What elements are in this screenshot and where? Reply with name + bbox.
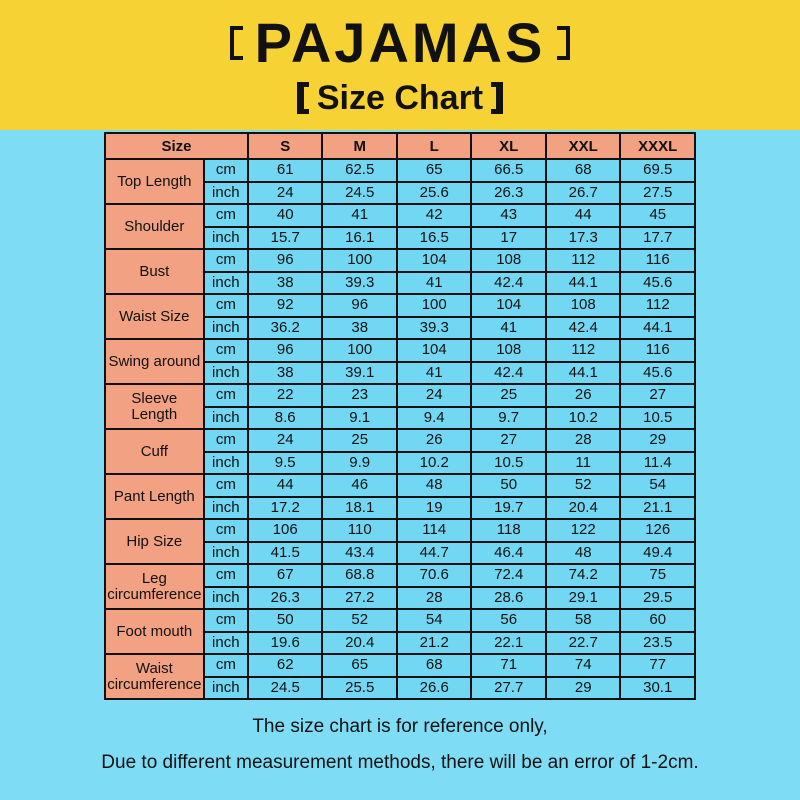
value-cell: 38 — [322, 317, 397, 340]
unit-cell: cm — [204, 204, 248, 227]
unit-cell: inch — [204, 542, 248, 565]
value-cell: 28 — [397, 587, 472, 610]
page-subtitle — [297, 81, 503, 115]
value-cell: 27 — [620, 384, 695, 407]
measurement-label: Shoulder — [105, 204, 204, 249]
size-column-header: XL — [471, 133, 546, 159]
value-cell: 17 — [471, 227, 546, 250]
value-cell: 26 — [397, 429, 472, 452]
value-cell: 69.5 — [620, 159, 695, 182]
value-cell: 24 — [248, 182, 323, 205]
measurement-label: Hip Size — [105, 519, 204, 564]
value-cell: 48 — [397, 474, 472, 497]
value-cell: 68 — [397, 654, 472, 677]
value-cell: 56 — [471, 609, 546, 632]
unit-cell: cm — [204, 294, 248, 317]
value-cell: 23 — [322, 384, 397, 407]
value-cell: 43.4 — [322, 542, 397, 565]
value-cell: 16.5 — [397, 227, 472, 250]
value-cell: 122 — [546, 519, 621, 542]
value-cell: 49.4 — [620, 542, 695, 565]
unit-cell: inch — [204, 452, 248, 475]
value-cell: 24 — [248, 429, 323, 452]
left-bracket-icon — [297, 82, 309, 114]
unit-cell: cm — [204, 609, 248, 632]
size-column-header: XXL — [546, 133, 621, 159]
size-header-cell: Size — [105, 133, 248, 159]
table-row — [105, 474, 695, 497]
measurement-label: Sleeve Length — [105, 384, 204, 429]
value-cell: 42.4 — [471, 362, 546, 385]
value-cell: 45.6 — [620, 362, 695, 385]
value-cell: 62 — [248, 654, 323, 677]
footer-line-2: Due to different measurement methods, there will be an error of 1-2cm. — [101, 752, 699, 773]
value-cell: 54 — [620, 474, 695, 497]
value-cell: 17.2 — [248, 497, 323, 520]
value-cell: 43 — [471, 204, 546, 227]
value-cell: 30.1 — [620, 677, 695, 700]
unit-cell: inch — [204, 632, 248, 655]
measurement-label: Swing around — [105, 339, 204, 384]
value-cell: 75 — [620, 564, 695, 587]
value-cell: 74 — [546, 654, 621, 677]
page-title-text: PAJAMAS — [254, 11, 546, 74]
value-cell: 104 — [397, 339, 472, 362]
value-cell: 11 — [546, 452, 621, 475]
value-cell: 15.7 — [248, 227, 323, 250]
unit-cell: inch — [204, 677, 248, 700]
size-table — [104, 132, 696, 700]
measurement-label: Leg circumference — [105, 564, 204, 609]
value-cell: 44.1 — [546, 362, 621, 385]
unit-cell: cm — [204, 474, 248, 497]
measurement-label: Pant Length — [105, 474, 204, 519]
value-cell: 96 — [322, 294, 397, 317]
value-cell: 21.1 — [620, 497, 695, 520]
table-row — [105, 384, 695, 407]
value-cell: 38 — [248, 272, 323, 295]
value-cell: 22.7 — [546, 632, 621, 655]
measurement-label: Waist Size — [105, 294, 204, 339]
footer-note — [0, 717, 800, 772]
measurement-label: Top Length — [105, 159, 204, 204]
value-cell: 42.4 — [546, 317, 621, 340]
value-cell: 50 — [248, 609, 323, 632]
value-cell: 25 — [322, 429, 397, 452]
value-cell: 29.5 — [620, 587, 695, 610]
table-row — [105, 159, 695, 182]
value-cell: 19.6 — [248, 632, 323, 655]
value-cell: 29 — [546, 677, 621, 700]
value-cell: 24.5 — [248, 677, 323, 700]
value-cell: 26 — [546, 384, 621, 407]
value-cell: 41 — [397, 362, 472, 385]
value-cell: 28 — [546, 429, 621, 452]
value-cell: 38 — [248, 362, 323, 385]
table-row — [105, 294, 695, 317]
footer-line-1: The size chart is for reference only, — [252, 716, 548, 737]
value-cell: 26.3 — [248, 587, 323, 610]
value-cell: 26.6 — [397, 677, 472, 700]
value-cell: 41 — [397, 272, 472, 295]
value-cell: 41.5 — [248, 542, 323, 565]
unit-cell: cm — [204, 564, 248, 587]
value-cell: 29.1 — [546, 587, 621, 610]
page-title — [230, 11, 571, 74]
page-subtitle-text: Size Chart — [316, 79, 484, 117]
value-cell: 62.5 — [322, 159, 397, 182]
value-cell: 100 — [322, 339, 397, 362]
value-cell: 48 — [546, 542, 621, 565]
value-cell: 26.7 — [546, 182, 621, 205]
table-row — [105, 339, 695, 362]
value-cell: 19.7 — [471, 497, 546, 520]
size-column-header: S — [248, 133, 323, 159]
unit-cell: inch — [204, 587, 248, 610]
value-cell: 100 — [322, 249, 397, 272]
value-cell: 65 — [322, 654, 397, 677]
unit-cell: cm — [204, 429, 248, 452]
value-cell: 77 — [620, 654, 695, 677]
measurement-label: Bust — [105, 249, 204, 294]
value-cell: 108 — [546, 294, 621, 317]
value-cell: 25.5 — [322, 677, 397, 700]
table-row — [105, 429, 695, 452]
value-cell: 104 — [397, 249, 472, 272]
unit-cell: inch — [204, 182, 248, 205]
unit-cell: inch — [204, 227, 248, 250]
size-column-header: L — [397, 133, 472, 159]
value-cell: 92 — [248, 294, 323, 317]
measurement-label: Foot mouth — [105, 609, 204, 654]
value-cell: 27.2 — [322, 587, 397, 610]
value-cell: 60 — [620, 609, 695, 632]
value-cell: 42.4 — [471, 272, 546, 295]
value-cell: 96 — [248, 249, 323, 272]
value-cell: 9.4 — [397, 407, 472, 430]
value-cell: 24.5 — [322, 182, 397, 205]
value-cell: 29 — [620, 429, 695, 452]
right-bracket-icon — [491, 82, 503, 114]
left-bracket-icon — [230, 26, 243, 60]
table-row — [105, 609, 695, 632]
value-cell: 41 — [471, 317, 546, 340]
table-row — [105, 249, 695, 272]
value-cell: 36.2 — [248, 317, 323, 340]
value-cell: 42 — [397, 204, 472, 227]
right-bracket-icon — [557, 26, 570, 60]
table-row — [105, 654, 695, 677]
value-cell: 39.3 — [322, 272, 397, 295]
unit-cell: cm — [204, 339, 248, 362]
value-cell: 19 — [397, 497, 472, 520]
value-cell: 21.2 — [397, 632, 472, 655]
value-cell: 118 — [471, 519, 546, 542]
value-cell: 16.1 — [322, 227, 397, 250]
value-cell: 52 — [546, 474, 621, 497]
value-cell: 44.7 — [397, 542, 472, 565]
value-cell: 108 — [471, 249, 546, 272]
value-cell: 39.3 — [397, 317, 472, 340]
value-cell: 9.1 — [322, 407, 397, 430]
value-cell: 20.4 — [546, 497, 621, 520]
measurement-label: Waist circumference — [105, 654, 204, 699]
value-cell: 22 — [248, 384, 323, 407]
table-row — [105, 519, 695, 542]
table-header-row — [105, 133, 695, 159]
value-cell: 110 — [322, 519, 397, 542]
value-cell: 46.4 — [471, 542, 546, 565]
value-cell: 104 — [471, 294, 546, 317]
value-cell: 126 — [620, 519, 695, 542]
value-cell: 27 — [471, 429, 546, 452]
value-cell: 108 — [471, 339, 546, 362]
value-cell: 10.5 — [471, 452, 546, 475]
value-cell: 68.8 — [322, 564, 397, 587]
value-cell: 54 — [397, 609, 472, 632]
value-cell: 10.2 — [546, 407, 621, 430]
value-cell: 8.6 — [248, 407, 323, 430]
value-cell: 74.2 — [546, 564, 621, 587]
value-cell: 67 — [248, 564, 323, 587]
value-cell: 112 — [620, 294, 695, 317]
measurement-label: Cuff — [105, 429, 204, 474]
value-cell: 112 — [546, 339, 621, 362]
value-cell: 44.1 — [620, 317, 695, 340]
value-cell: 116 — [620, 339, 695, 362]
value-cell: 45 — [620, 204, 695, 227]
value-cell: 9.9 — [322, 452, 397, 475]
value-cell: 46 — [322, 474, 397, 497]
unit-cell: cm — [204, 249, 248, 272]
value-cell: 17.3 — [546, 227, 621, 250]
value-cell: 58 — [546, 609, 621, 632]
size-column-header: M — [322, 133, 397, 159]
value-cell: 17.7 — [620, 227, 695, 250]
unit-cell: cm — [204, 159, 248, 182]
value-cell: 44.1 — [546, 272, 621, 295]
size-column-header: XXXL — [620, 133, 695, 159]
value-cell: 23.5 — [620, 632, 695, 655]
value-cell: 39.1 — [322, 362, 397, 385]
value-cell: 9.7 — [471, 407, 546, 430]
value-cell: 61 — [248, 159, 323, 182]
value-cell: 50 — [471, 474, 546, 497]
unit-cell: inch — [204, 407, 248, 430]
value-cell: 18.1 — [322, 497, 397, 520]
unit-cell: cm — [204, 384, 248, 407]
value-cell: 71 — [471, 654, 546, 677]
value-cell: 40 — [248, 204, 323, 227]
value-cell: 70.6 — [397, 564, 472, 587]
unit-cell: inch — [204, 272, 248, 295]
value-cell: 116 — [620, 249, 695, 272]
value-cell: 45.6 — [620, 272, 695, 295]
value-cell: 20.4 — [322, 632, 397, 655]
value-cell: 114 — [397, 519, 472, 542]
value-cell: 68 — [546, 159, 621, 182]
value-cell: 27.5 — [620, 182, 695, 205]
value-cell: 106 — [248, 519, 323, 542]
value-cell: 26.3 — [471, 182, 546, 205]
unit-cell: inch — [204, 317, 248, 340]
value-cell: 22.1 — [471, 632, 546, 655]
value-cell: 65 — [397, 159, 472, 182]
value-cell: 27.7 — [471, 677, 546, 700]
value-cell: 66.5 — [471, 159, 546, 182]
unit-cell: cm — [204, 654, 248, 677]
value-cell: 9.5 — [248, 452, 323, 475]
value-cell: 52 — [322, 609, 397, 632]
table-row — [105, 564, 695, 587]
unit-cell: cm — [204, 519, 248, 542]
value-cell: 10.2 — [397, 452, 472, 475]
value-cell: 11.4 — [620, 452, 695, 475]
value-cell: 44 — [546, 204, 621, 227]
value-cell: 10.5 — [620, 407, 695, 430]
unit-cell: inch — [204, 362, 248, 385]
value-cell: 24 — [397, 384, 472, 407]
value-cell: 41 — [322, 204, 397, 227]
table-row — [105, 204, 695, 227]
value-cell: 25.6 — [397, 182, 472, 205]
value-cell: 28.6 — [471, 587, 546, 610]
value-cell: 100 — [397, 294, 472, 317]
value-cell: 96 — [248, 339, 323, 362]
value-cell: 72.4 — [471, 564, 546, 587]
value-cell: 112 — [546, 249, 621, 272]
value-cell: 25 — [471, 384, 546, 407]
header-banner — [0, 0, 800, 130]
value-cell: 44 — [248, 474, 323, 497]
unit-cell: inch — [204, 497, 248, 520]
